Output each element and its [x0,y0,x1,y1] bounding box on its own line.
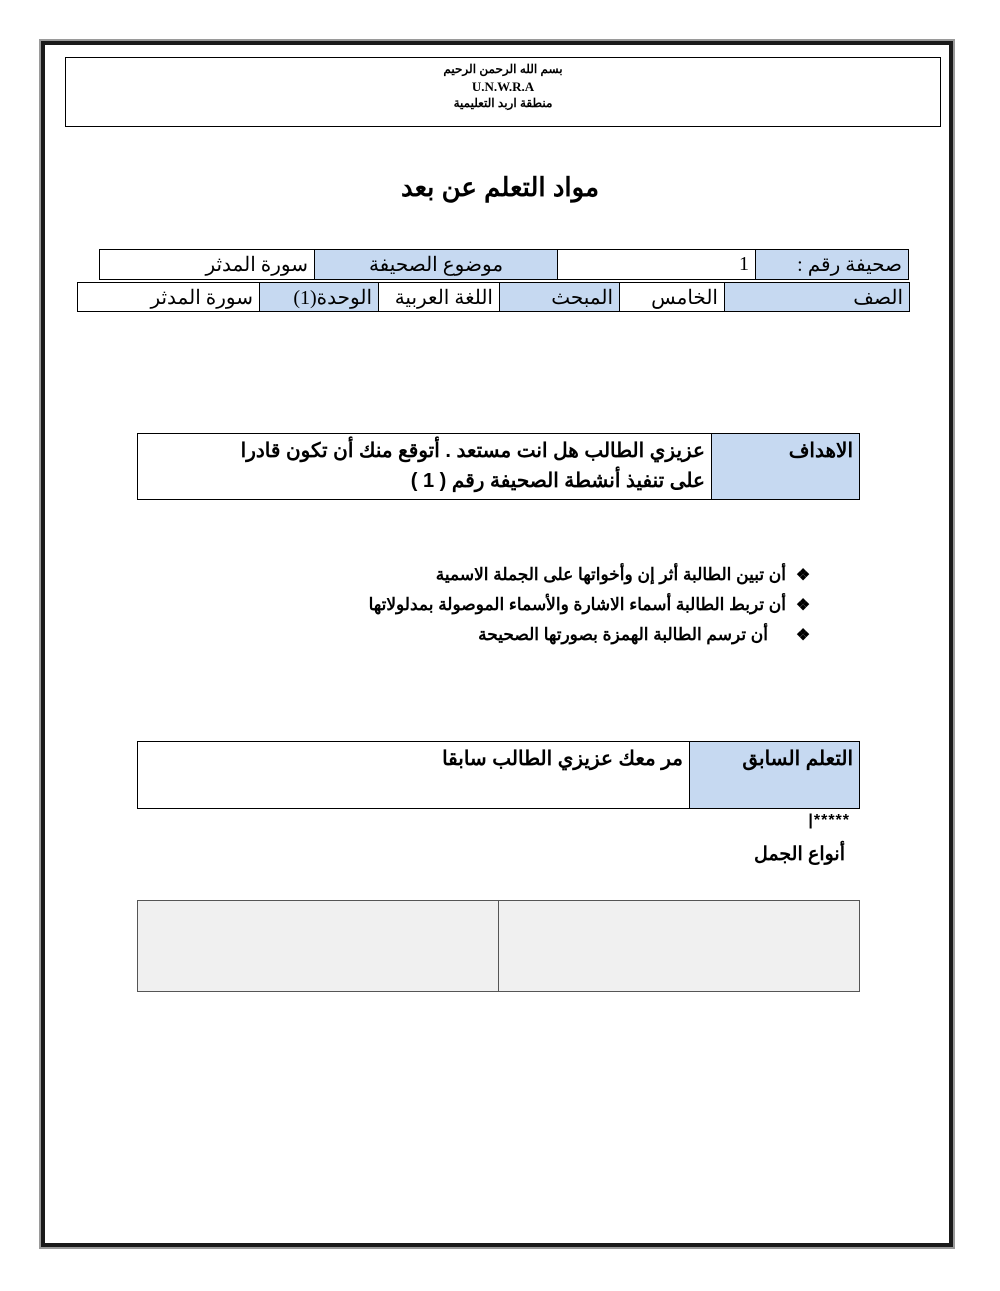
prior-learning-text: مر معك عزيزي الطالب سابقا [138,742,690,809]
answer-input-left[interactable] [140,905,492,987]
objectives-text [138,434,712,500]
class-info-table [77,282,910,312]
sheet-info-table [99,249,909,280]
unit-label: الوحدة(1) [260,283,379,312]
diamond-bullet-icon: ❖ [795,597,811,614]
region-name: منطقة اربد التعليمية [453,96,553,110]
sheet-number-value: 1 [558,250,756,280]
goal-text: أن تربط الطالبة أسماء الاشارة والأسماء الموصولة بمدلولاتها [368,595,786,614]
answer-cell-left[interactable] [138,901,499,992]
answer-input-right[interactable] [501,905,853,987]
grade-label: الصف [725,283,910,312]
list-item [369,560,820,590]
goal-text: أن تبين الطالبة أثر إن وأخواتها على الجملة الاسمية [435,565,786,584]
prior-learning-table [137,741,860,809]
topic-label: موضوع الصحيفة [315,250,558,280]
diamond-bullet-icon: ❖ [795,567,811,584]
sentence-types-heading: أنواع الجمل [754,844,845,865]
objectives-line-2: على تنفيذ أنشطة الصحيفة رقم ( 1 ) [410,470,705,492]
objectives-label: الاهداف [712,434,860,500]
unit-value: سورة المدثر [78,283,260,312]
grade-value: الخامس [620,283,725,312]
diamond-bullet-icon: ❖ [795,627,811,644]
list-item [369,590,820,620]
answer-table [137,900,860,992]
subject-label: المبحث [500,283,620,312]
goal-text: أن ترسم الطالبة الهمزة بصورتها الصحيحة [478,625,768,644]
basmala: بسم الله الرحمن الرحيم [443,62,563,76]
answer-cell-right[interactable] [499,901,860,992]
page-title: مواد التعلم عن بعد [400,172,599,202]
letterhead [65,57,941,127]
organization-name: U.N.W.R.A [471,79,535,94]
list-item [369,620,820,650]
stars-marker: |***** [808,812,850,829]
topic-value: سورة المدثر [100,250,315,280]
prior-learning-label: التعلم السابق [690,742,860,809]
objectives-table [137,433,860,500]
objectives-line-1: عزيزي الطالب هل انت مستعد . أتوقع منك أن تكون قادرا [240,440,705,462]
goals-list [369,560,820,650]
subject-value: اللغة العربية [379,283,500,312]
sheet-number-label: صحيفة رقم : [756,250,909,280]
